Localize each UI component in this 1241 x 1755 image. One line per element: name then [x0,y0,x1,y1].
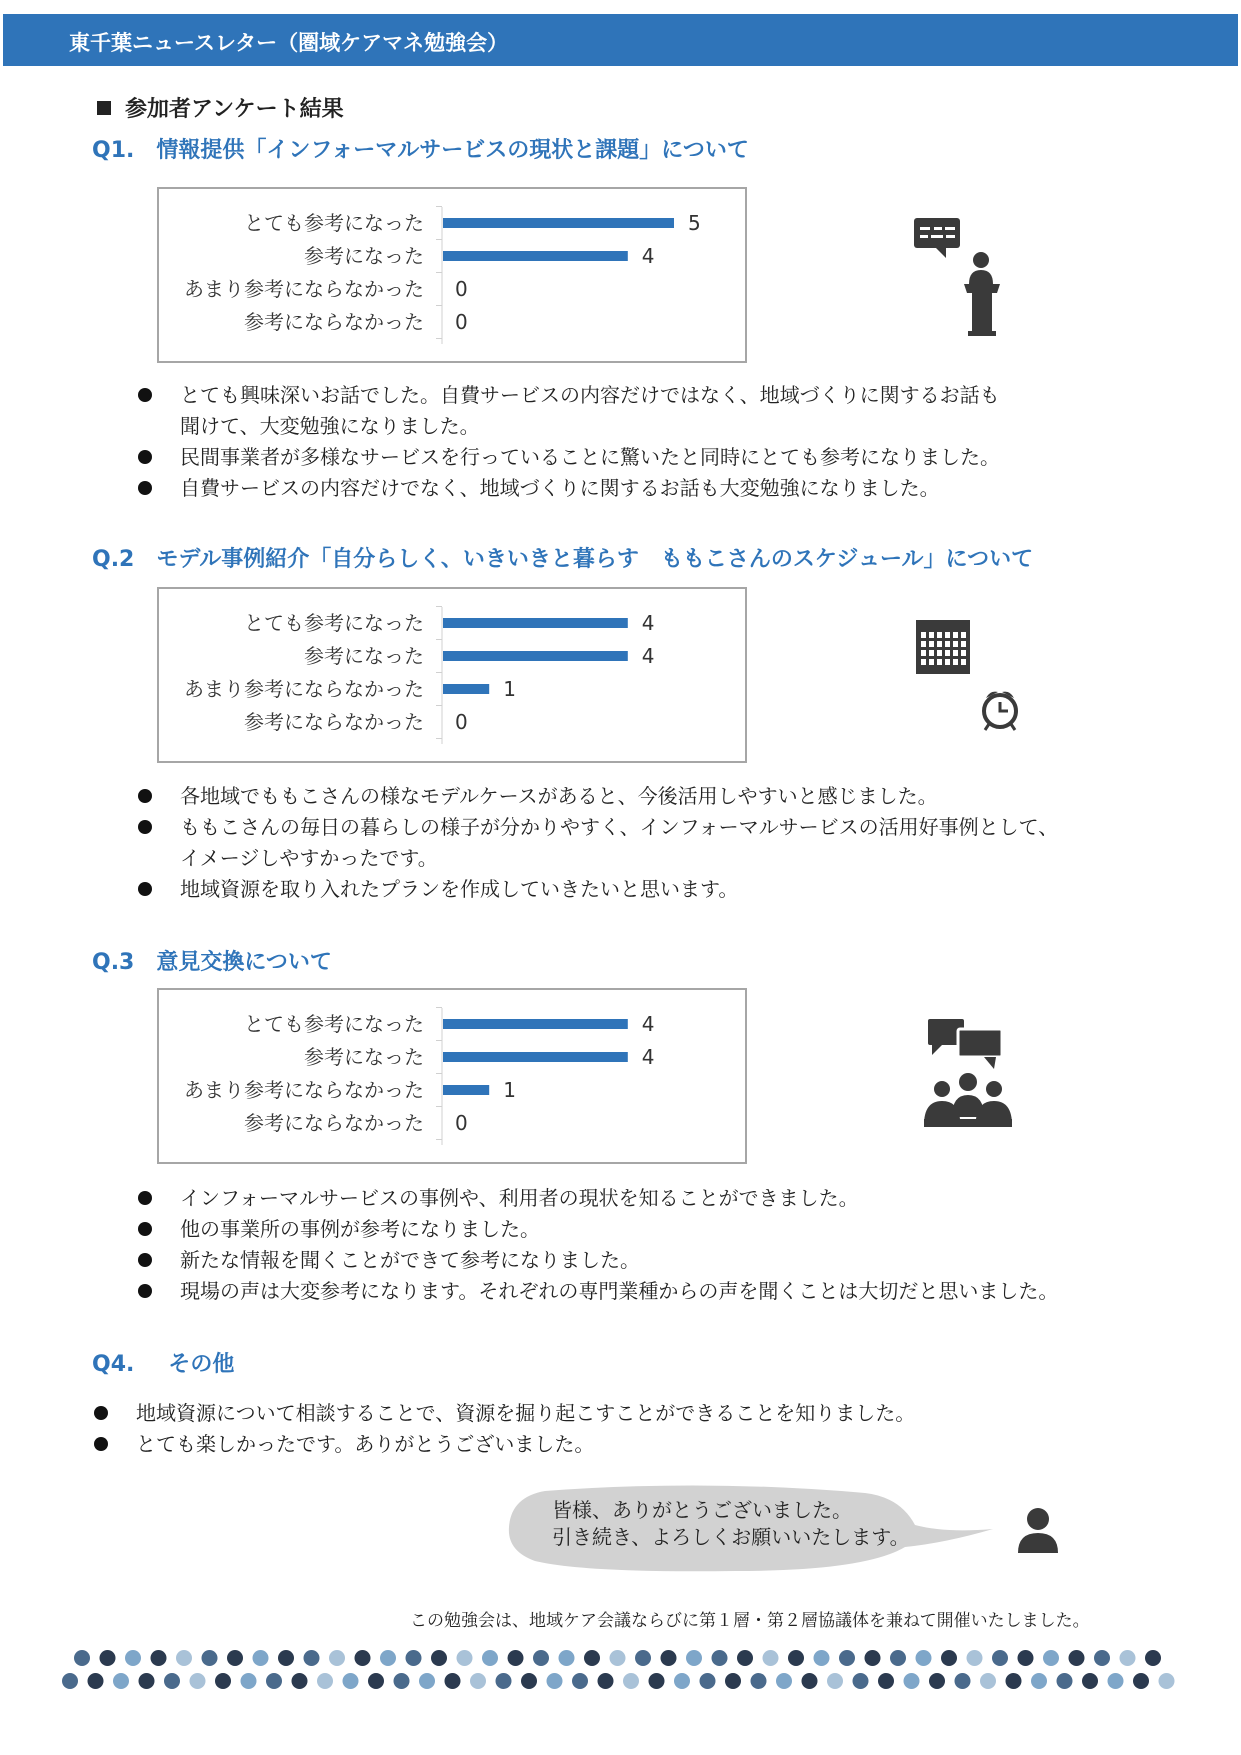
decorative-dot [62,1673,78,1689]
calendar-cell [929,641,934,647]
decorative-dot [904,1673,920,1689]
decorative-dot [431,1650,447,1666]
decorative-dot [890,1650,906,1666]
calendar-cell [961,659,966,665]
calendar-cell [953,641,958,647]
decorative-dot [508,1650,524,1666]
decorative-dot [164,1673,180,1689]
category-label: とても参考になった [244,211,424,235]
decorative-dot [1018,1650,1034,1666]
calendar-cell [929,650,934,656]
decorative-dot [725,1673,741,1689]
decorative-dot [751,1673,767,1689]
bar [443,618,628,628]
decorative-dot [635,1650,651,1666]
list-item [138,1214,1198,1245]
decorative-dot [1120,1650,1136,1666]
decorative-dot [916,1650,932,1666]
decorative-dot [533,1650,549,1666]
decorative-dot [343,1673,359,1689]
footer-note: この勉強会は、地域ケア会議ならびに第１層・第２層協議体を兼ねて開催いたしました。 [410,1611,1090,1631]
list-item [138,1276,1198,1307]
calendar-cell [929,659,934,665]
bullet-dot-icon [138,882,152,896]
calendar-cell [937,632,942,638]
bullet-dot-icon [94,1437,108,1451]
bullet-dot-icon [94,1406,108,1420]
bullet-dot-icon [138,789,152,803]
q3-comments [138,1183,1198,1307]
q1-chart [157,187,747,363]
data-label: 0 [455,277,468,301]
decorative-dot [1043,1650,1059,1666]
decorative-dot [929,1673,945,1689]
decorative-dot [1145,1650,1161,1666]
calendar-cell [921,641,926,647]
decorative-dot [853,1673,869,1689]
decorative-dot [266,1673,282,1689]
decorative-dot [457,1650,473,1666]
q3-title-text: 意見交換について [156,950,332,975]
decorative-dot [865,1650,881,1666]
list-item [138,380,1138,442]
decorative-dot [598,1673,614,1689]
decorative-dot [355,1650,371,1666]
decorative-dot [788,1650,804,1666]
decorative-dot [482,1650,498,1666]
group-discussion-icon [918,1015,1018,1140]
list-item [94,1398,1154,1429]
calendar-cell [953,659,958,665]
decorative-dot [125,1650,141,1666]
q1-title [92,133,749,164]
calendar-cell [945,632,950,638]
decorative-dot [992,1650,1008,1666]
q1-number: Q1. [92,138,135,163]
q4-title-text: その他 [168,1352,235,1377]
q2-bar-chart [159,589,745,761]
category-label: 参考にならなかった [244,710,424,734]
comment-text: 各地域でももこさんの様なモデルケースがあると、今後活用しやすいと感じました。 [180,784,938,808]
calendar-cell [945,659,950,665]
bullet-dot-icon [138,820,152,834]
q2-number: Q.2 [92,547,135,572]
comment-text: 地域資源を取り入れたプランを作成していきたいと思います。 [180,877,739,901]
category-label: 参考になった [304,1045,424,1069]
decorative-dot [776,1673,792,1689]
comment-text: とても楽しかったです。ありがとうございました。 [136,1432,595,1456]
q3-title [92,945,332,976]
q1-title-text: 情報提供「インフォーマルサービスの現状と課題」について [156,138,749,163]
decorative-dot [700,1673,716,1689]
speech-line: 皆様、ありがとうございました。 [552,1498,852,1522]
decorative-dot [368,1673,384,1689]
decorative-dot [1082,1673,1098,1689]
decorative-dot [74,1650,90,1666]
bullet-dot-icon [138,1253,152,1267]
bar [443,651,628,661]
list-item [138,1245,1198,1276]
decorative-dot [329,1650,345,1666]
decorative-dot [227,1650,243,1666]
calendar-cell [937,659,942,665]
decorative-dot [674,1673,690,1689]
q1-bar-chart [159,189,745,361]
q3-bar-chart [159,990,745,1162]
decorative-dot [623,1673,639,1689]
decorative-dot [559,1650,575,1666]
decorative-dot [839,1650,855,1666]
data-label: 0 [455,1111,468,1135]
category-label: 参考にならなかった [244,1111,424,1135]
comment-text: インフォーマルサービスの事例や、利用者の現状を知ることができました。 [180,1186,859,1210]
category-label: あまり参考にならなかった [184,277,424,301]
category-label: あまり参考にならなかった [184,677,424,701]
list-item [138,442,1138,473]
calendar-cell [929,632,934,638]
bar [443,1085,489,1095]
decorative-dot [100,1650,116,1666]
decorative-dot [967,1650,983,1666]
newsletter-header [3,14,1238,66]
comment-text: 現場の声は大変参考になります。それぞれの専門業種からの声を聞くことは大切だと思いました。 [180,1279,1059,1303]
category-label: とても参考になった [244,611,424,635]
square-bullet-icon [97,101,111,115]
q1-comments [138,380,1138,504]
data-label: 4 [641,644,655,668]
category-label: 参考になった [304,244,424,268]
speech-text [552,1497,910,1551]
presenter-icon [908,214,1008,339]
list-item [94,1429,1154,1460]
list-item [138,812,1178,874]
comment-text: ももこさんの毎日の暮らしの様子が分かりやすく、インフォーマルサービスの活用好事例として、 イメージしやすかったです。 [180,815,1059,870]
bullet-dot-icon [138,481,152,495]
data-label: 4 [641,1012,655,1036]
bullet-dot-icon [138,450,152,464]
section-title-text: 参加者アンケート結果 [125,97,344,122]
decorative-dot [202,1650,218,1666]
decorative-dot [317,1673,333,1689]
category-label: あまり参考にならなかった [184,1078,424,1102]
q4-title [92,1347,234,1378]
q4-comments [94,1398,1154,1460]
bar [443,1019,628,1029]
decorative-dot [215,1673,231,1689]
q3-chart [157,988,747,1164]
section-title [97,92,344,123]
comment-text: 自費サービスの内容だけでなく、地域づくりに関するお話も大変勉強になりました。 [180,476,940,500]
comment-text: 新たな情報を聞くことができて参考になりました。 [180,1248,640,1272]
calendar-cell [953,632,958,638]
decorative-dot [88,1673,104,1689]
decorative-dot [980,1673,996,1689]
decorative-dot [1108,1673,1124,1689]
decorative-dot [878,1673,894,1689]
decorative-dot [292,1673,308,1689]
decorative-dot [1133,1673,1149,1689]
decorative-dot [470,1673,486,1689]
q2-chart [157,587,747,763]
q2-title-text: モデル事例紹介「自分らしく、いきいきと暮らす ももこさんのスケジュール」について [156,547,1034,572]
calendar-clock-icon [912,618,1024,733]
q4-number: Q4. [92,1352,135,1377]
calendar-cell [921,659,926,665]
decorative-dot [763,1650,779,1666]
calendar-cell [945,650,950,656]
decorative-dot-border [60,1648,1180,1698]
decorative-dot [139,1673,155,1689]
q2-comments [138,781,1178,905]
decorative-dot [584,1650,600,1666]
calendar-cell [961,641,966,647]
bullet-dot-icon [138,388,152,402]
bar [443,218,674,228]
decorative-dot [686,1650,702,1666]
decorative-dot [547,1673,563,1689]
decorative-dot [1057,1673,1073,1689]
decorative-dot [394,1673,410,1689]
data-label: 1 [503,677,516,701]
decorative-dot [445,1673,461,1689]
decorative-dot [955,1673,971,1689]
decorative-dot [151,1650,167,1666]
category-label: 参考になった [304,644,424,668]
calendar-cell [937,641,942,647]
q3-number: Q.3 [92,950,135,975]
list-item [138,473,1138,504]
decorative-dot [737,1650,753,1666]
calendar-cell [921,650,926,656]
decorative-dot [380,1650,396,1666]
bullet-dot-icon [138,1222,152,1236]
calendar-cell [945,641,950,647]
newsletter-title: 東千葉ニュースレター（圏域ケアマネ勉強会） [69,31,509,55]
list-item [138,781,1178,812]
comment-text: 他の事業所の事例が参考になりました。 [180,1217,540,1241]
decorative-dot [1006,1673,1022,1689]
data-label: 0 [455,710,468,734]
decorative-dot [827,1673,843,1689]
bar [443,684,489,694]
decorative-dot [649,1673,665,1689]
category-label: とても参考になった [244,1012,424,1036]
bar [443,1052,628,1062]
bullet-dot-icon [138,1191,152,1205]
comment-text: とても興味深いお話でした。自費サービスの内容だけではなく、地域づくりに関するお話も 聞けて、大変勉強になりました。 [180,383,1000,438]
bar [443,251,628,261]
decorative-dot [802,1673,818,1689]
data-label: 5 [688,211,701,235]
data-label: 4 [641,1045,655,1069]
data-label: 0 [455,310,468,334]
decorative-dot [190,1673,206,1689]
decorative-dot [253,1650,269,1666]
list-item [138,874,1178,905]
decorative-dot [304,1650,320,1666]
category-label: 参考にならなかった [244,310,424,334]
comment-text: 民間事業者が多様なサービスを行っていることに驚いたと同時にとても参考になりました。 [180,445,1000,469]
list-item [138,1183,1198,1214]
calendar-cell [961,650,966,656]
decorative-dot [941,1650,957,1666]
decorative-dot [496,1673,512,1689]
person-icon [1014,1505,1062,1555]
calendar-cell [953,650,958,656]
speech-line: 引き続き、よろしくお願いいたします。 [552,1525,910,1549]
data-label: 4 [641,611,655,635]
data-label: 1 [503,1078,516,1102]
decorative-dot [1094,1650,1110,1666]
q2-title [92,542,1033,573]
decorative-dot [406,1650,422,1666]
calendar-cell [961,632,966,638]
decorative-dot [1031,1673,1047,1689]
decorative-dot [521,1673,537,1689]
data-label: 4 [641,244,655,268]
decorative-dot [712,1650,728,1666]
decorative-dot [419,1673,435,1689]
decorative-dot [661,1650,677,1666]
decorative-dot [113,1673,129,1689]
decorative-dot [278,1650,294,1666]
decorative-dot [814,1650,830,1666]
calendar-cell [937,650,942,656]
decorative-dot [610,1650,626,1666]
decorative-dot [1159,1673,1175,1689]
bullet-dot-icon [138,1284,152,1298]
calendar-cell [921,632,926,638]
decorative-dot [1069,1650,1085,1666]
decorative-dot [241,1673,257,1689]
decorative-dot [572,1673,588,1689]
decorative-dot [176,1650,192,1666]
comment-text: 地域資源について相談することで、資源を掘り起こすことができることを知りました。 [136,1401,916,1425]
